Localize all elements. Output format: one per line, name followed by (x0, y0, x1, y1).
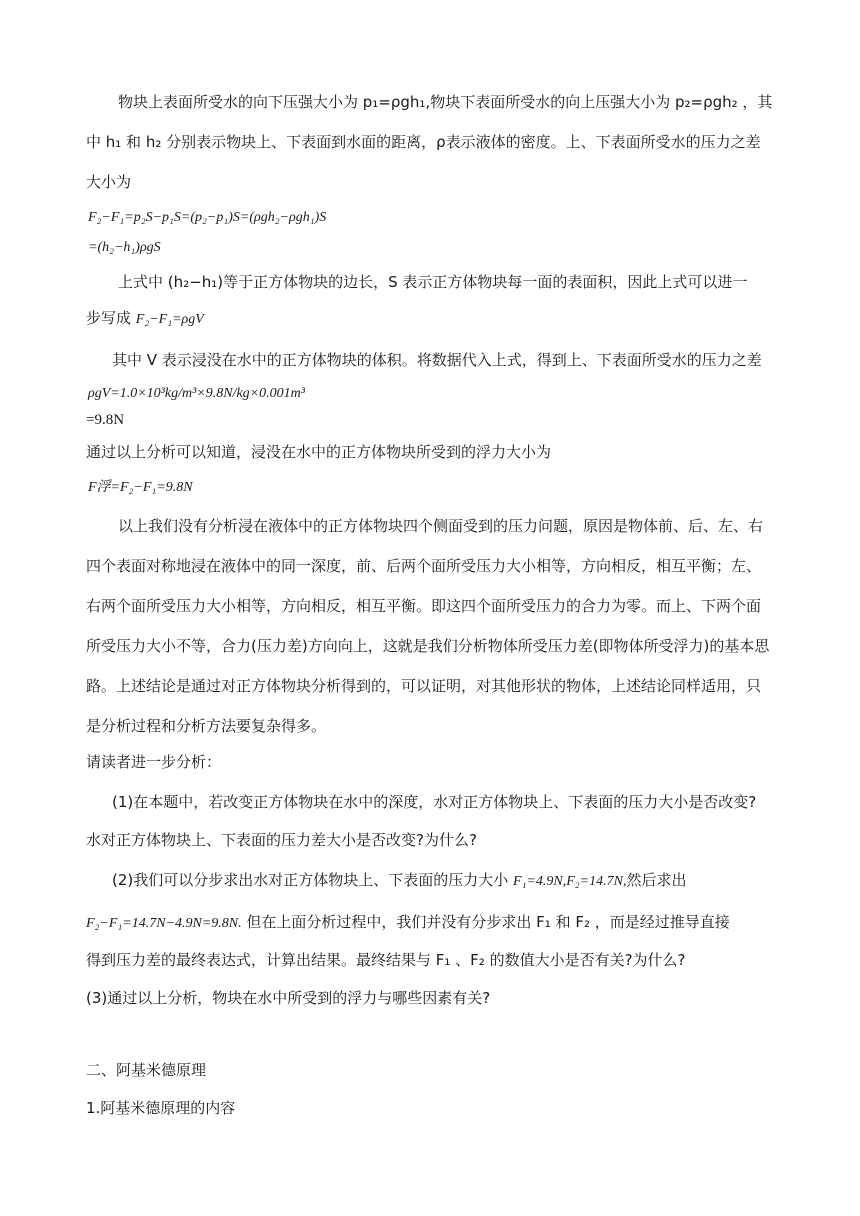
paragraph-volume: 其中 V 表示浸没在水中的正方体物块的体积。将数据代入上式，得到上、下表面所受水的压力之差 (112, 351, 762, 369)
question-1-line2: 水对正方体物块上、下表面的压力差大小是否改变?为什么? (86, 831, 477, 849)
paragraph-pressure-line2: 中 h₁ 和 h₂ 分别表示物块上、下表面到水面的距离，ρ表示液体的密度。上、下表面所受水的压力之差 (86, 133, 761, 151)
question-2-line3: 得到压力差的最终表达式，计算出结果。最终结果与 F₁ 、F₂ 的数值大小是否有关?为什么? (86, 951, 686, 969)
subsection-title: 1.阿基米德原理的内容 (86, 1099, 236, 1117)
equation-rhogv: F₂−F₁=ρgV (135, 312, 204, 327)
equation-force-difference-cont: =(h₂−h₁)ρgS (88, 240, 161, 255)
equation-result: =9.8N (86, 412, 125, 428)
paragraph-side-faces-line1: 以上我们没有分析浸在液体中的正方体物块四个侧面受到的压力问题，原因是物体前、后、左、右 (118, 517, 764, 535)
equation-substitution: ρgV=1.0×10³kg/m³×9.8N/kg×0.001m³ (88, 386, 305, 401)
paragraph-pressure-line1: 物块上表面所受水的向下压强大小为 p₁=ρgh₁,物块下表面所受水的向上压强大小为 p₂=ρgh₂ ，其 (118, 93, 773, 111)
section-title: 二、阿基米德原理 (86, 1061, 207, 1079)
paragraph-edge-text: 步写成 (86, 309, 136, 327)
question-1-line1: (1)在本题中，若改变正方体物块在水中的深度，水对正方体物块上、下表面的压力大小是否改变? (112, 793, 757, 811)
paragraph-side-faces-line5: 路。上述结论是通过对正方体物块分析得到的，可以证明，对其他形状的物体，上述结论同样适用，只 (86, 677, 762, 695)
paragraph-buoyancy-conclusion: 通过以上分析可以知道，浸没在水中的正方体物块所受到的浮力大小为 (86, 443, 552, 461)
question-2-line2-text: 但在上面分析过程中，我们并没有分步求出 F₁ 和 F₂ ，而是经过推导直接 (241, 913, 730, 931)
equation-buoyancy: F浮=F₂−F₁=9.8N (88, 480, 193, 495)
equation-forces: F₁=4.9N,F₂=14.7N, (513, 874, 627, 889)
reader-prompt: 请读者进一步分析： (86, 753, 222, 771)
paragraph-side-faces-line4: 所受压力大小不等，合力(压力差)方向向上，这就是我们分析物体所受压力差(即物体所受浮力)的基本思 (86, 637, 770, 655)
question-2-line1 (112, 870, 686, 892)
paragraph-edge-line2 (86, 308, 204, 330)
question-3: (3)通过以上分析，物块在水中所受到的浮力与哪些因素有关? (86, 989, 491, 1007)
paragraph-side-faces-line2: 四个表面对称地浸在液体中的同一深度，前、后两个面所受压力大小相等，方向相反，相互平衡；左、 (86, 557, 762, 575)
equation-force-subtraction: F₂−F₁=14.7N−4.9N=9.8N. (86, 916, 242, 931)
paragraph-edge-line1: 上式中 (h₂−h₁)等于正方体物块的边长，S 表示正方体物块每一面的表面积，因此上式可以进一 (118, 273, 748, 291)
paragraph-pressure-line3: 大小为 (86, 173, 132, 191)
equation-force-difference: F₂−F₁=p₂S−p₁S=(p₂−p₁)S=(ρgh₂−ρgh₁)S (88, 210, 327, 225)
question-2-tail: 然后求出 (626, 871, 687, 889)
paragraph-side-faces-line6: 是分析过程和分析方法要复杂得多。 (86, 717, 327, 735)
question-2-text: (2)我们可以分步求出水对正方体物块上、下表面的压力大小 (112, 871, 509, 889)
question-2-line2 (86, 912, 730, 934)
paragraph-side-faces-line3: 右两个面所受压力大小相等，方向相反，相互平衡。即这四个面所受压力的合力为零。而上、下两个面 (86, 597, 762, 615)
